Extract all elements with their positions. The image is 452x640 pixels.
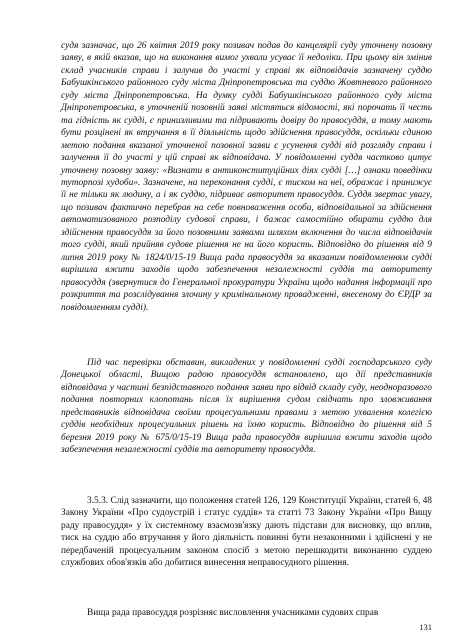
paragraph-judge-report: судя зазначає, що 26 квітня 2019 року позивач подав до канцелярії суду уточнену позовну заяву, в якій вказав, що на виконання вимог ухвали усуває її недоліки. При цьому він змінив склад учасників справи і залучив до участі у справі як відповідачів зазначену суддю Бабушкінського районного суду міста Дніпропетровська та суддю Жовтневого районного суду міста Дніпропетровська. На думку судді Бабушкінського районного суду міста Дніпропетровська, в уточненій позовній заяві містяться відомості, які порочать її честь та гідність як судді, є принизливими та підривають довіру до правосуддя, а тому мають бути розцінені як втручання в її діяльність щодо здійснення правосуддя, оскільки єдиною метою подання вказаної уточненої позовної заяви є усунення судді від розгляду справи і залучення її до участі у цій справі як відповідача. У повідомленні суддя частково цитує уточнену позовну заяву: «Визнати в антиконституційних діях судді […] ознаки поведінки туторпозі худоби». Зазначене, на переконання судді, є тиском на неї, ображає і принижує її не тільки як людину, а і як суддю, підриває авторитет правосуддя. Суддя звертає увагу, що позивач фактично перебрав на себе повноваження особи, відповідальної за здійснення автоматизованого розподілу судової справи, і бажає самостійно обирати суддю для здійснення правосуддя за його позовними заявами шляхом включення до числа відповідачів того судді, який прийняв судове рішення не на його користь. Відповідно до рішення від 9 липня 2019 року № 1824/0/15-19 Вища рада правосуддя за вказаним повідомленням судді вирішила вжити заходів щодо забезпечення незалежності суддів та авторитету правосуддя (звернутися до Генеральної прокуратури України щодо надання інформації про розкриття та розслідування злочину у кримінальному провадженні, внесеному до ЄРДР за повідомленням судді). [61,41,432,313]
page-number: 131 [419,622,432,632]
paragraph-section-3-5-3: 3.5.3. Слід зазначити, що положення статей 126, 129 Конституції України, статей 6, 48 Закону України «Про судоустрій і статус суддів» та статті 73 Закону України «Про Вищу раду правосуддя» у їх системному взаємозв'язку дають підстави для висновку, що вплив, тиск на суддю або втручання у його діяльність повинні бути незаконними і здійснені у не передбаченій процесуальним законом спосіб з метою перешкодити виконанню суддею службових обов'язків або добитися винесення неправосудного рішення. [61,496,432,569]
paragraph-continuation: Вища рада правосуддя розрізняє висловлення учасниками судових справ [87,608,379,618]
paragraph-commercial-court-review: Під час перевірки обставин, викладених у повідомленні судді господарського суду Донецької області, Вищою радою правосуддя встановлено, що дії представників відповідача у частині безпідставного подання заяви про відвід складу суду, неодноразового подання повторних клопотань після їх вирішення судом свідчать про зловживання представників відповідача своїми процесуальними правами з метою ухвалення колегією суддів необхідних процесуальних рішень на їхню користь. Відповідно до рішення від 5 березня 2019 року № 675/0/15-19 Вища рада правосуддя вирішила вжити заходів щодо забезпечення незалежності суддів та авторитету правосуддя. [61,358,432,456]
